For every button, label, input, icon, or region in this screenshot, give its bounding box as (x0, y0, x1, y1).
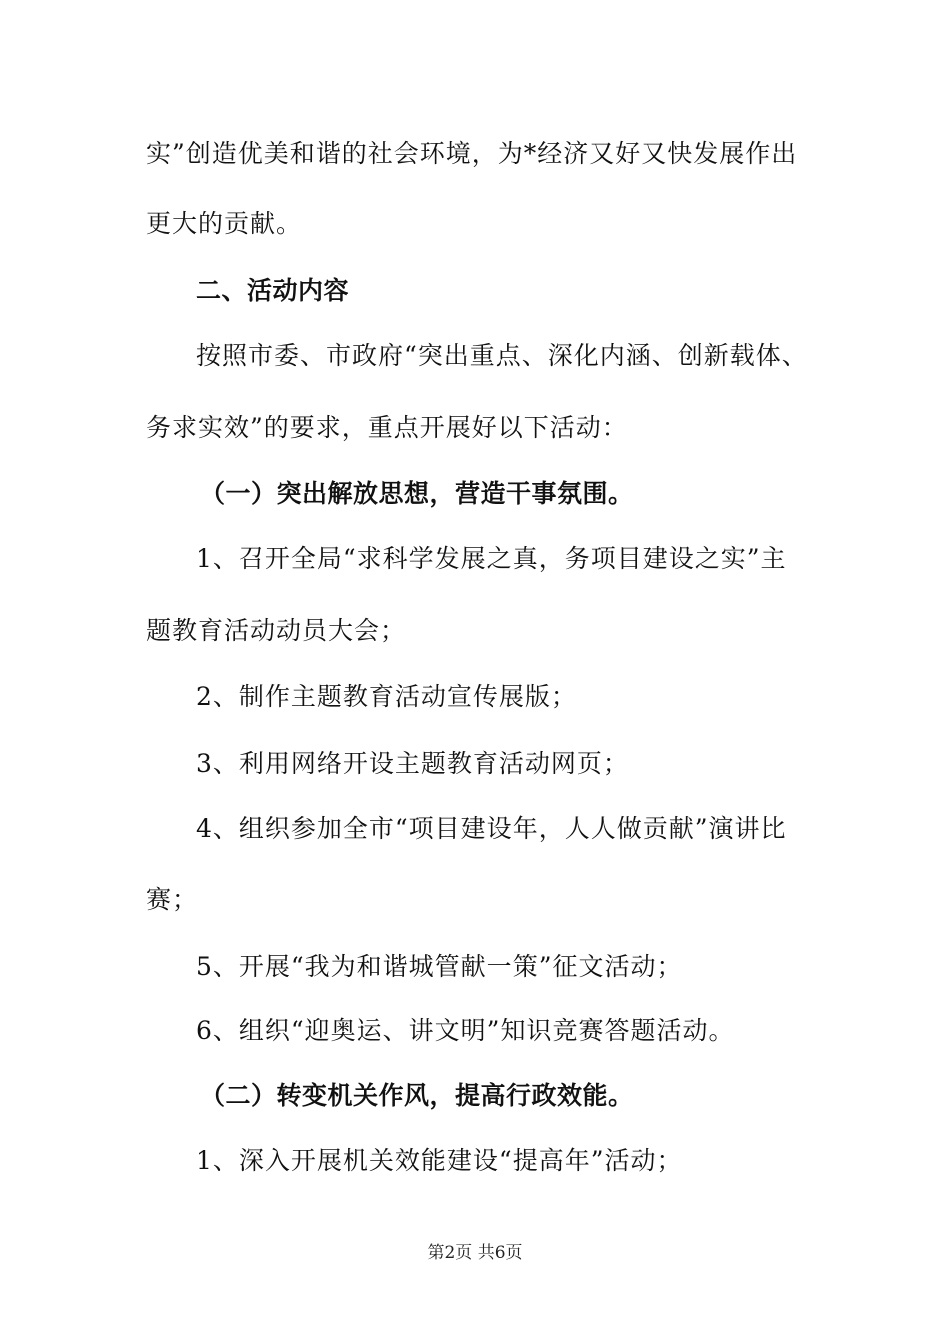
section-heading: 二、活动内容 (196, 276, 350, 305)
list-item: 5、开展“我为和谐城管献一策”征文活动； (196, 952, 683, 981)
list-item: 4、组织参加全市“项目建设年，人人做贡献”演讲比 (196, 814, 787, 843)
paragraph-line: 更大的贡献。 (146, 209, 303, 238)
list-item: 2、制作主题教育活动宣传展版； (196, 682, 577, 711)
paragraph-line: 按照市委、市政府“突出重点、深化内涵、创新载体、 (196, 341, 808, 370)
list-item: 1、召开全局“求科学发展之真，务项目建设之实”主 (196, 544, 787, 573)
paragraph-line: 题教育活动动员大会； (146, 616, 407, 645)
subsection-heading: （二）转变机关作风，提高行政效能。 (200, 1081, 634, 1110)
list-item: 6、组织“迎奥运、讲文明”知识竞赛答题活动。 (196, 1016, 735, 1045)
list-item: 1、深入开展机关效能建设“提高年”活动； (196, 1146, 683, 1175)
paragraph-line: 赛； (146, 885, 199, 914)
paragraph-line: 务求实效”的要求，重点开展好以下活动： (146, 413, 628, 442)
list-item: 3、利用网络开设主题教育活动网页； (196, 749, 629, 778)
paragraph-line: 实”创造优美和谐的社会环境，为*经济又好又快发展作出 (146, 139, 798, 168)
page-number-footer: 第2页 共6页 (427, 1243, 523, 1263)
subsection-heading: （一）突出解放思想，营造干事氛围。 (200, 479, 634, 508)
